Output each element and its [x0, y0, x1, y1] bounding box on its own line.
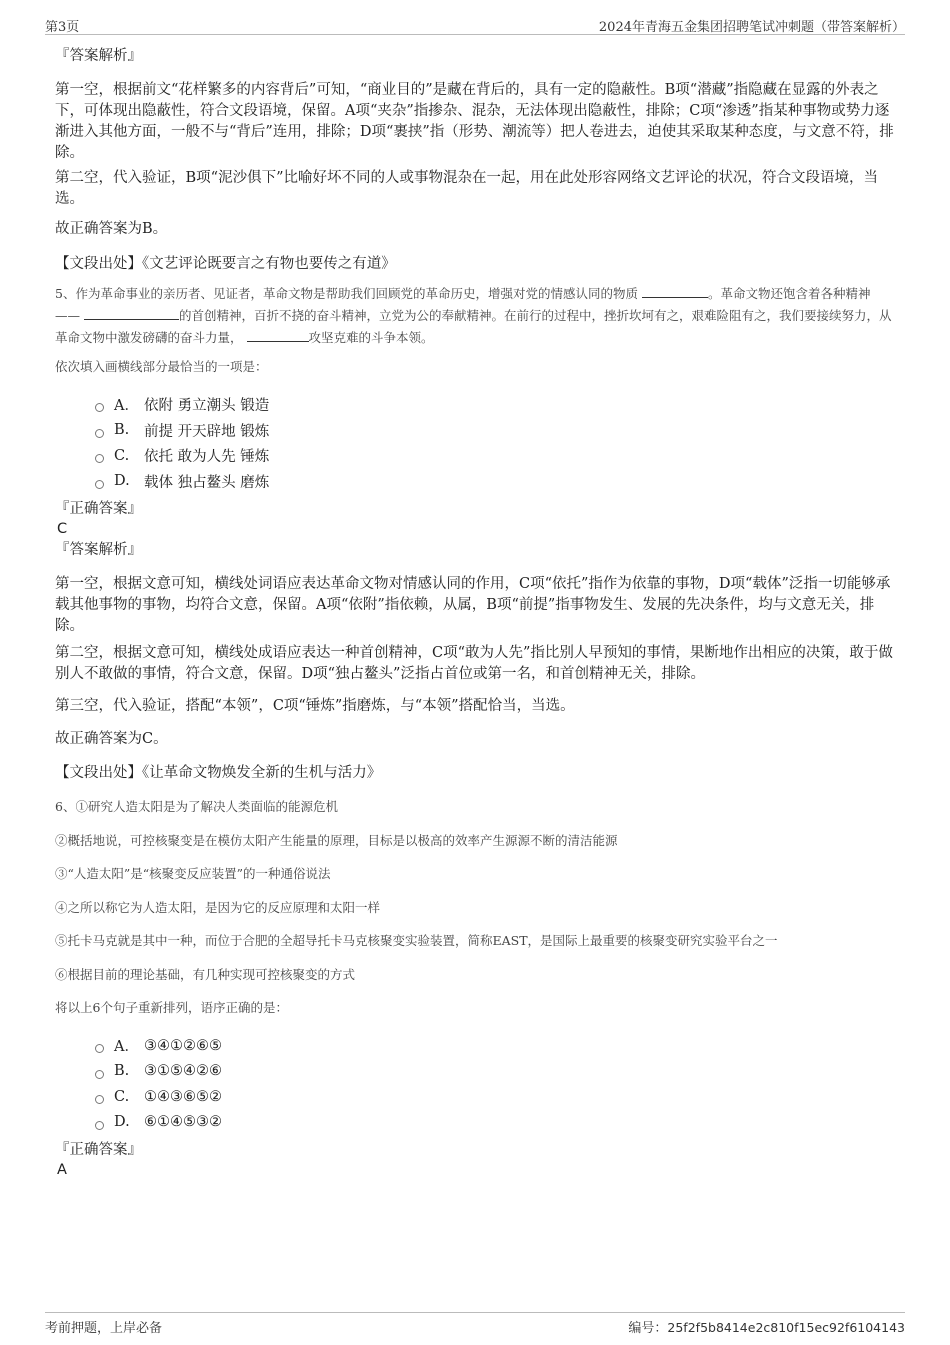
radio-icon[interactable] [95, 429, 104, 438]
radio-icon[interactable] [95, 1095, 104, 1104]
footer-slogan: 考前押题，上岸必备 [45, 1321, 163, 1336]
page-header [45, 14, 905, 35]
q5-option-c[interactable]: C. 依托 敢为人先 锤炼 [95, 443, 269, 469]
q5-stem: 5、作为革命事业的亲历者、见证者，革命文物是帮助我们回顾党的革命历史，增强对党的情感认同的物质 。革命文物还饱含着各种精神—— 的首创精神，百折不挠的奋斗精神，立党为公的奉献精神。在前行的过程中，挫折坎坷有之，艰难险阻有之，我们要接续努力，从革命文物中激发磅礴的奋斗力量， 攻坚克难的斗争本领。 [55, 283, 895, 349]
document-title: 2024年青海五金集团招聘笔试冲刺题（带答案解析） [598, 20, 905, 35]
q6-options [95, 1033, 222, 1135]
radio-icon[interactable] [95, 1044, 104, 1053]
q6-prompt: 将以上6个句子重新排列，语序正确的是： [55, 1000, 288, 1015]
q5-prompt: 依次填入画横线部分最恰当的一项是： [55, 359, 268, 374]
document-code: 编号：25f2f5b8414e2c810f15ec92f6104143 [628, 1320, 905, 1336]
q5-analysis-1: 第一空，根据文意可知，横线处词语应表达革命文物对情感认同的作用，C项“依托”指作为依靠的事物，D项“载体”泛指一切能够承载其他事物的事物，均符合文意，保留。A项“依附”指依赖，从属，B项“前提”指事物发生、发展的先决条件，均与文意无关，排除。 [55, 576, 891, 634]
q4-source: 【文段出处】《文艺评论既要言之有物也要传之有道》 [55, 256, 396, 272]
q5-analysis-3: 第三空，代入验证，搭配“本领”，C项“锤炼”指磨炼，与“本领”搭配恰当，当选。 [55, 698, 575, 714]
radio-icon[interactable] [95, 1121, 104, 1130]
q6-option-b[interactable]: B. ③①⑤④②⑥ [95, 1059, 222, 1085]
q5-analysis-label: 『答案解析』 [55, 542, 142, 558]
q5-option-b[interactable]: B. 前提 开天辟地 锻炼 [95, 418, 269, 444]
q6-sentence-5: ⑤托卡马克就是其中一种，而位于合肥的全超导托卡马克核聚变实验装置，简称EAST，是国际上最重要的核聚变研究实验平台之一 [55, 933, 778, 948]
q6-option-c[interactable]: C. ①④③⑥⑤② [95, 1084, 222, 1110]
page-footer [45, 1312, 905, 1335]
q4-analysis-2: 第二空，代入验证，B项“泥沙俱下”比喻好坏不同的人或事物混杂在一起，用在此处形容网络文艺评论的状况，符合文段语境，当选。 [55, 170, 878, 207]
q6-sentence-3: ③“人造太阳”是“核聚变反应装置”的一种通俗说法 [55, 866, 331, 881]
q6-answer-label: 『正确答案』 [55, 1142, 142, 1158]
q5-option-a[interactable]: A． 依附 勇立潮头 锻造 [95, 392, 269, 418]
q6-sentence-1: 6、①研究人造太阳是为了解决人类面临的能源危机 [55, 799, 338, 814]
q5-answer: C [57, 521, 68, 537]
q4-analysis-label: 『答案解析』 [55, 48, 142, 64]
q5-answer-label: 『正确答案』 [55, 501, 142, 517]
radio-icon[interactable] [95, 454, 104, 463]
q4-analysis-3: 故正确答案为B。 [55, 221, 168, 237]
q5-options [95, 392, 269, 494]
q4-analysis-1: 第一空，根据前文“花样繁多的内容背后”可知，“商业目的”是藏在背后的，具有一定的隐蔽性。B项“潜藏”指隐藏在显露的外表之下，可体现出隐蔽性，符合文段语境，保留。A项“夹杂”指掺杂、混杂，无法体现出隐蔽性，排除；C项“渗透”指某种事物或势力逐渐进入其他方面，一般不与“背后”连用，排除；D项“裹挟”指（形势、潮流等）把人卷进去，迫使其采取某种态度，与文意不符，排除。 [55, 82, 894, 161]
q5-analysis-4: 故正确答案为C。 [55, 731, 168, 747]
q5-blank-3 [247, 327, 309, 342]
page-number: 第3页 [45, 20, 80, 35]
q6-sentence-2: ②概括地说，可控核聚变是在模仿太阳产生能量的原理，目标是以极高的效率产生源源不断的清洁能源 [55, 833, 618, 848]
q6-sentence-4: ④之所以称它为人造太阳，是因为它的反应原理和太阳一样 [55, 900, 381, 915]
q6-answer: A [57, 1162, 67, 1178]
q6-option-d[interactable]: D. ⑥①④⑤③② [95, 1110, 222, 1136]
radio-icon[interactable] [95, 1070, 104, 1079]
q6-sentence-6: ⑥根据目前的理论基础，有几种实现可控核聚变的方式 [55, 967, 356, 982]
q5-source: 【文段出处】《让革命文物焕发全新的生机与活力》 [55, 765, 382, 781]
q5-blank-2 [84, 305, 179, 320]
q6-option-a[interactable]: A． ③④①②⑥⑤ [95, 1033, 222, 1059]
q5-analysis-2: 第二空，根据文意可知，横线处成语应表达一种首创精神，C项“敢为人先”指比别人早预知的事情，果断地作出相应的决策，敢于做别人不敢做的事情，符合文意，保留。D项“独占鳌头”泛指占首位或第一名，和首创精神无关，排除。 [55, 645, 893, 682]
radio-icon[interactable] [95, 403, 104, 412]
q5-blank-1 [642, 283, 708, 298]
q5-option-d[interactable]: D. 载体 独占鳌头 磨炼 [95, 469, 269, 495]
radio-icon[interactable] [95, 480, 104, 489]
